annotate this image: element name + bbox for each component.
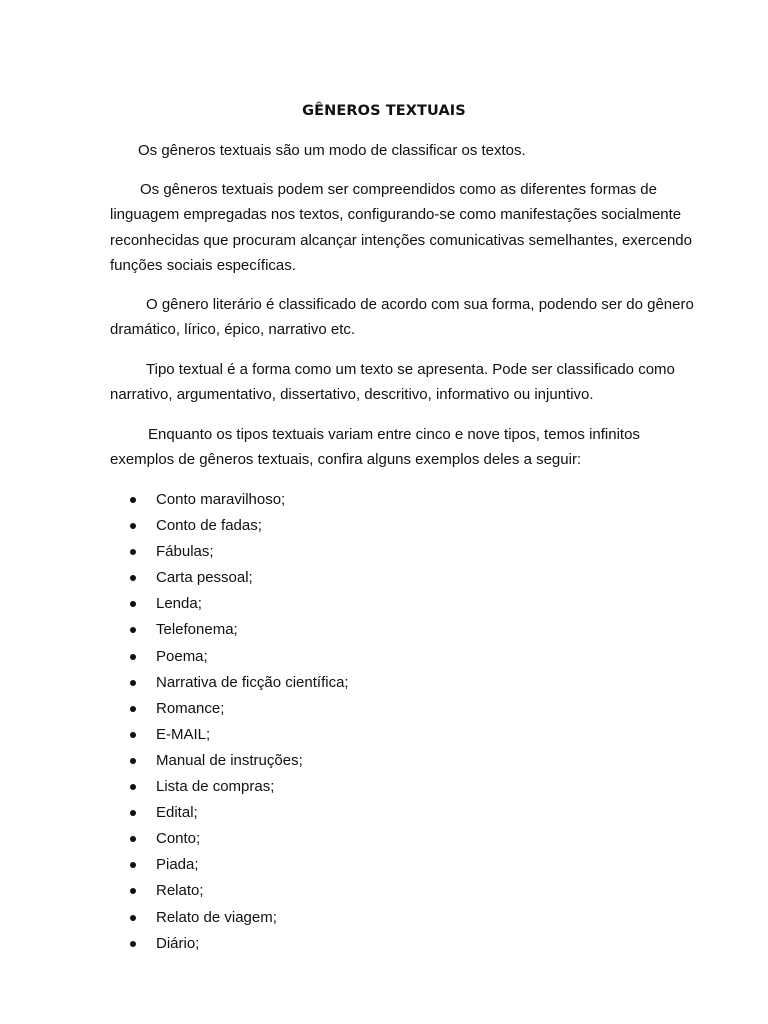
list-item <box>0 696 768 722</box>
paragraph-examples-intro <box>110 422 700 473</box>
list-item-text: Diário; <box>156 934 200 952</box>
bullet-icon <box>130 732 136 738</box>
bullet-icon <box>130 601 136 607</box>
list-item-text: Fábulas; <box>156 543 214 561</box>
bullet-icon <box>130 497 136 503</box>
list-item-text: Relato de viagem; <box>156 908 277 926</box>
list-item-text: Lista de compras; <box>156 778 275 796</box>
list-item <box>0 748 768 774</box>
list-item <box>0 931 768 957</box>
list-item-text: Conto de fadas; <box>156 517 262 535</box>
list-item-text: Manual de instruções; <box>156 751 303 769</box>
bullet-icon <box>130 575 136 581</box>
bullet-icon <box>130 888 136 894</box>
bullet-icon <box>130 836 136 842</box>
list-item <box>0 617 768 643</box>
bullet-icon <box>130 941 136 947</box>
bullet-icon <box>130 549 136 555</box>
list-item-text: Piada; <box>156 856 199 874</box>
list-item <box>0 800 768 826</box>
list-item-text: Telefonema; <box>156 621 238 639</box>
bullet-icon <box>130 784 136 790</box>
list-item <box>0 513 768 539</box>
paragraph-text: Os gêneros textuais são um modo de classificar os textos. <box>138 142 526 159</box>
list-item <box>0 539 768 565</box>
paragraph-text: O gênero literário é classificado de acordo com sua forma, podendo ser do gênero dramático, lírico, épico, narrativo etc. <box>110 296 694 339</box>
bullet-icon <box>130 758 136 764</box>
list-item <box>0 565 768 591</box>
list-item-text: E-MAIL; <box>156 725 211 743</box>
list-item-text: Lenda; <box>156 595 202 613</box>
list-item <box>0 774 768 800</box>
list-item-text: Narrativa de ficção científica; <box>156 673 349 691</box>
bullet-icon <box>130 915 136 921</box>
bullet-icon <box>130 523 136 529</box>
paragraph-intro <box>110 138 700 163</box>
paragraph-literary-genre <box>110 292 700 343</box>
paragraph-text-type <box>110 357 700 408</box>
list-item <box>0 487 768 513</box>
bullet-icon <box>130 706 136 712</box>
document-title: GÊNEROS TEXTUAIS <box>302 103 466 119</box>
list-item-text: Edital; <box>156 804 198 822</box>
list-item <box>0 905 768 931</box>
list-item <box>0 722 768 748</box>
genre-examples-list <box>0 487 768 957</box>
list-item <box>0 852 768 878</box>
list-item <box>0 878 768 904</box>
bullet-icon <box>130 627 136 633</box>
list-item-text: Poema; <box>156 647 208 665</box>
paragraph-text: Tipo textual é a forma como um texto se apresenta. Pode ser classificado como narrativo, argumentativo, dissertativo, descritivo, informativo ou injuntivo. <box>110 361 675 404</box>
list-item <box>0 591 768 617</box>
bullet-icon <box>130 680 136 686</box>
paragraph-definition <box>110 177 700 278</box>
list-item <box>0 670 768 696</box>
list-item <box>0 644 768 670</box>
bullet-icon <box>130 654 136 660</box>
paragraph-text: Enquanto os tipos textuais variam entre cinco e nove tipos, temos infinitos exemplos de gêneros textuais, confira alguns exemplos deles a seguir: <box>110 426 640 469</box>
list-item-text: Conto; <box>156 830 201 848</box>
list-item-text: Conto maravilhoso; <box>156 491 286 508</box>
bullet-icon <box>130 810 136 816</box>
list-item-text: Relato; <box>156 882 204 900</box>
paragraph-text: Os gêneros textuais podem ser compreendidos como as diferentes formas de linguagem empregadas nos textos, configurando-se como manifestações socialmente reconhecidas que procuram alcançar intenções comunicativas semelhantes, exercendo funções sociais específicas. <box>110 181 692 274</box>
list-item-text: Carta pessoal; <box>156 569 253 587</box>
list-item-text: Romance; <box>156 699 225 717</box>
bullet-icon <box>130 862 136 868</box>
list-item <box>0 826 768 852</box>
